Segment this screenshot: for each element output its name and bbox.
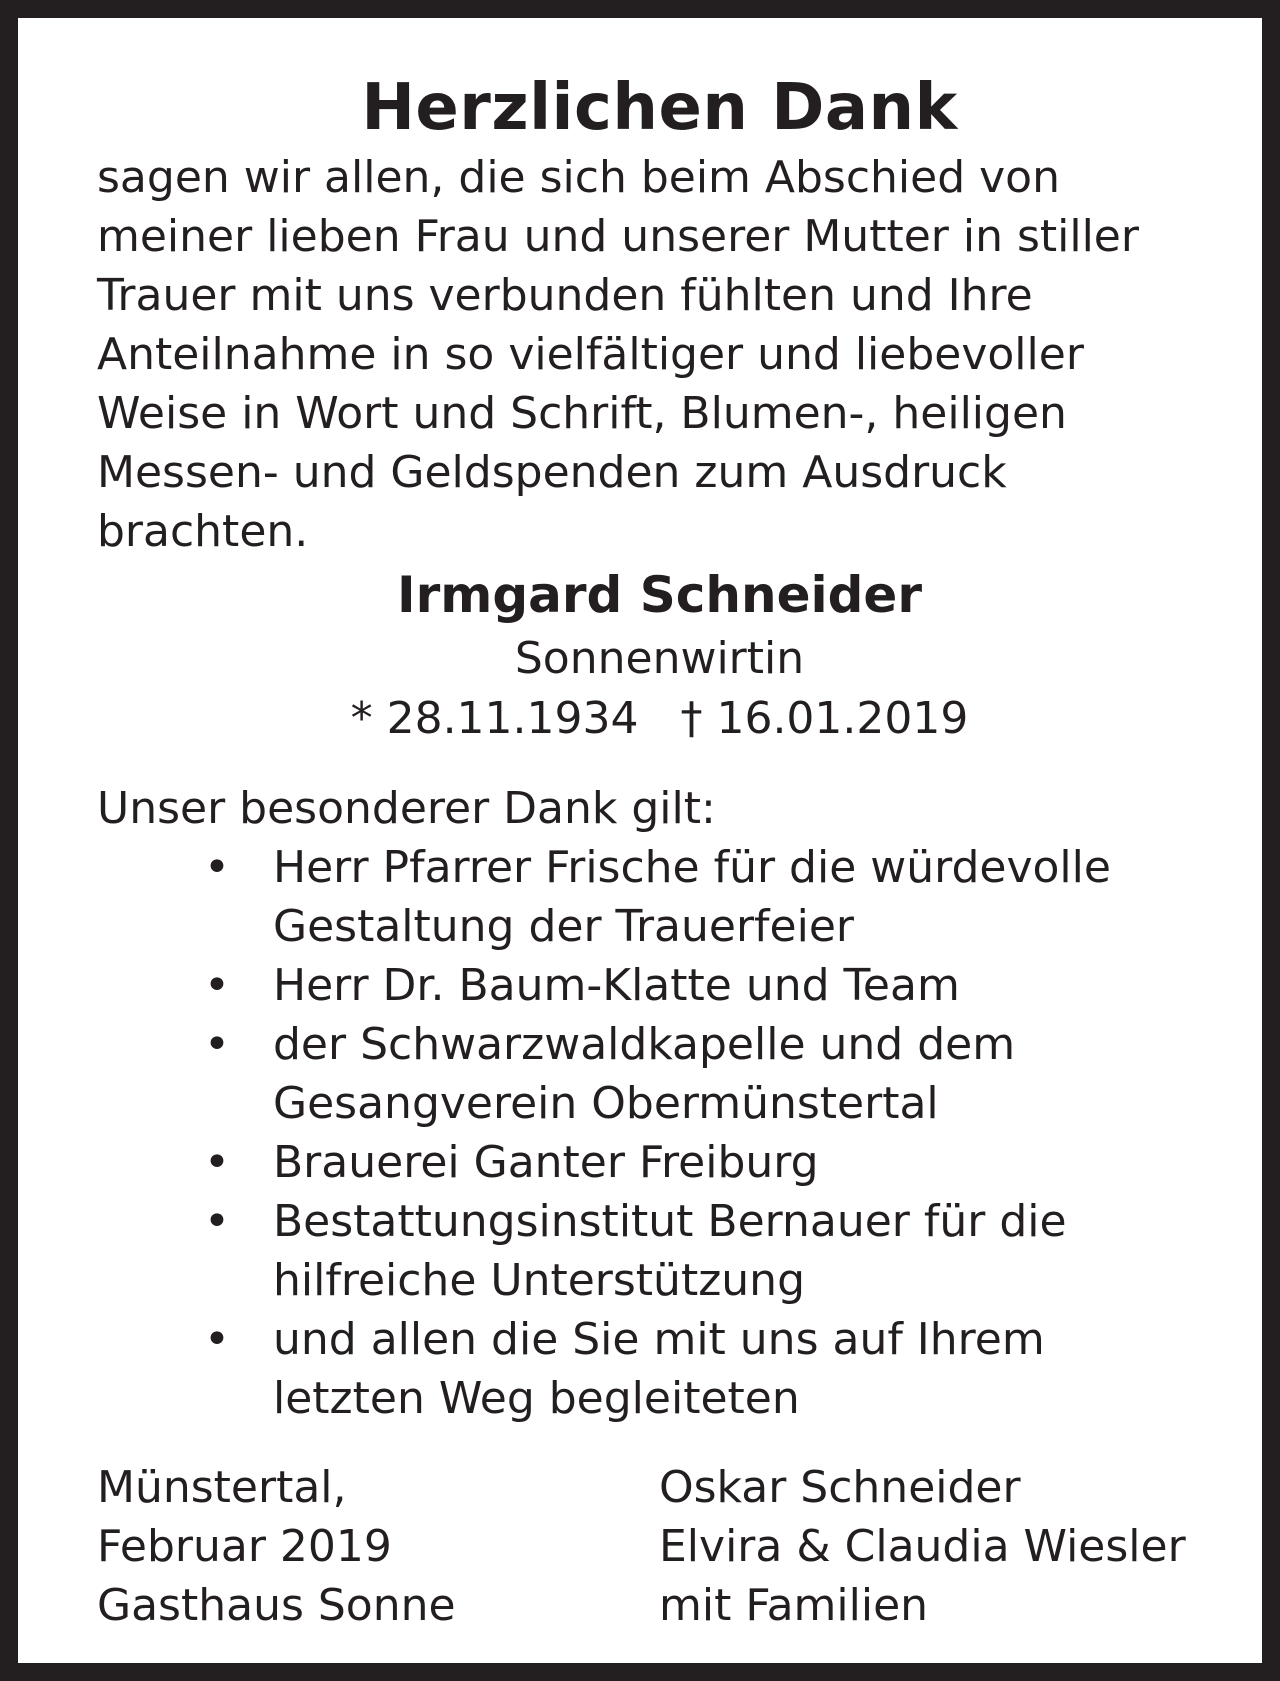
- family-signature-block: [659, 1458, 1186, 1635]
- deceased-title: Sonnenwirtin: [514, 633, 805, 684]
- list-item: [97, 838, 1222, 956]
- deceased-dates: * 28.11.1934 † 16.01.2019: [350, 693, 969, 744]
- list-item: [97, 1310, 1222, 1428]
- list-item: [97, 1015, 1222, 1133]
- list-item-text: Brauerei Ganter Freiburg: [273, 1137, 819, 1188]
- list-item-text: der Schwarzwaldkapelle und dem Gesangverein Obermünstertal: [273, 1019, 1016, 1129]
- family-line: Elvira & Claudia Wiesler: [659, 1521, 1186, 1572]
- thanks-list: [97, 838, 1222, 1428]
- bullet-icon: •: [204, 960, 230, 1011]
- list-item: [97, 956, 1222, 1015]
- deceased-name: Irmgard Schneider: [397, 566, 922, 624]
- place-date-block: [97, 1458, 456, 1635]
- notice-footer: [97, 1458, 1222, 1638]
- list-item-text: Herr Dr. Baum-Klatte und Team: [273, 960, 960, 1011]
- bullet-icon: •: [204, 1196, 230, 1247]
- date-line: Februar 2019: [97, 1521, 392, 1572]
- bullet-icon: •: [204, 842, 230, 893]
- bullet-icon: •: [204, 1019, 230, 1070]
- bullet-icon: •: [204, 1137, 230, 1188]
- list-item-text: Herr Pfarrer Frische für die würdevolle Gestaltung der Trauerfeier: [273, 842, 1111, 952]
- notice-heading: Herzlichen Dank: [361, 71, 958, 145]
- list-item: [97, 1133, 1222, 1192]
- place-line: Münstertal,: [97, 1462, 347, 1513]
- notice-content: [97, 68, 1222, 1638]
- bullet-icon: •: [204, 1314, 230, 1365]
- family-line: Oskar Schneider: [659, 1462, 1021, 1513]
- family-line: mit Familien: [659, 1580, 929, 1631]
- thanks-heading: Unser besonderer Dank gilt:: [97, 783, 716, 834]
- list-item-text: Bestattungsinstitut Bernauer für die hilfreiche Unterstützung: [273, 1196, 1067, 1306]
- venue-line: Gasthaus Sonne: [97, 1580, 456, 1631]
- list-item-text: und allen die Sie mit uns auf Ihrem letzten Weg begleiteten: [273, 1314, 1045, 1424]
- intro-text: sagen wir allen, die sich beim Abschied von meiner lieben Frau und unserer Mutter in stiller Trauer mit uns verbunden fühlten und Ihre Anteilnahme in so vielfältiger und liebevoller Weise in Wort und Schrift, Blumen-, heiligen Messen- und Geldspenden zum Ausdruck brachten.: [97, 152, 1139, 557]
- list-item: [97, 1192, 1222, 1310]
